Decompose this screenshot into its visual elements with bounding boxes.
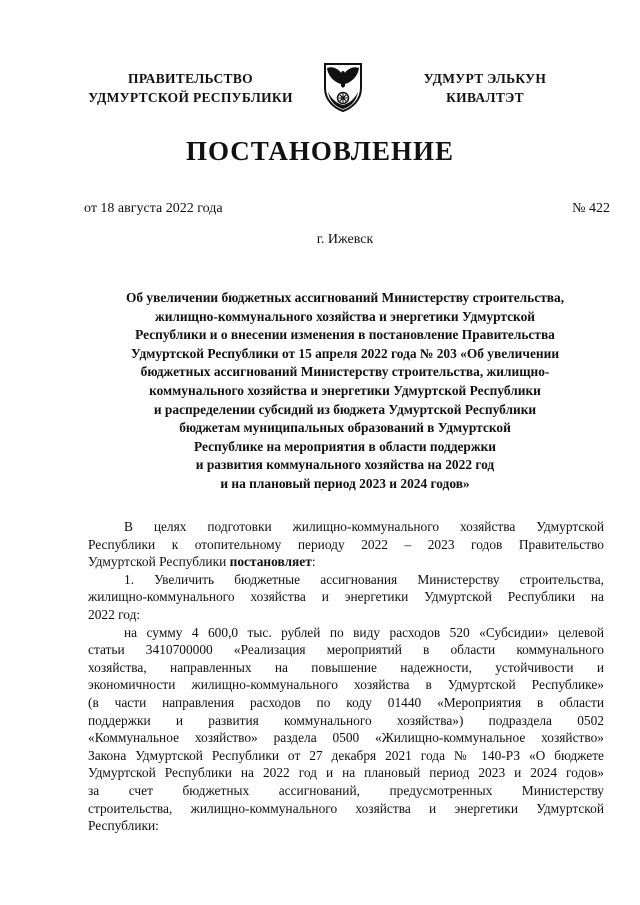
header-right-line-1: УДМУРТ ЭЛЬКУН xyxy=(423,71,547,86)
udmurt-coat-of-arms-icon xyxy=(318,58,368,112)
item1a-line: экономичности жилищно-коммунального хозяйства в Удмуртской Республике» xyxy=(88,677,604,693)
subject-line: Республики и о внесении изменения в постановление Правительства xyxy=(135,327,555,343)
item1a-line: за счет бюджетных ассигнований, предусмотренных Министерству xyxy=(88,782,604,798)
item1-line: жилищно-коммунального хозяйства и энергетики Удмуртской Республики на xyxy=(88,589,604,605)
subject-line: бюджетам муниципальных образований в Удмуртской xyxy=(179,420,511,436)
header-left xyxy=(68,69,313,107)
subject-line: и распределении субсидий из бюджета Удмуртской Республики xyxy=(153,401,537,417)
stray-mark: ` xyxy=(320,489,324,500)
item1a-line: поддержки и развития коммунального хозяйства») подраздела 0502 xyxy=(88,712,604,728)
header-left-line-2: УДМУРТСКОЙ РЕСПУБЛИКИ xyxy=(88,90,293,105)
subject-line: коммунального хозяйства и энергетики Удмуртской Республики xyxy=(149,382,541,398)
item1-line: 1. Увеличить бюджетные ассигнования Министерству строительства, xyxy=(124,571,604,587)
subject-line: и на плановый период 2023 и 2024 годов» xyxy=(220,475,470,491)
subject-line: Удмуртской Республики от 15 апреля 2022 года № 203 «Об увеличении xyxy=(130,345,560,361)
preamble-line: Республики к отопительному периоду 2022 – 2023 годов Правительство xyxy=(88,536,604,552)
subject-line: и развития коммунального хозяйства на 2022 год xyxy=(195,457,495,473)
subject-line: жилищно-коммунального хозяйства и энергетики Удмуртской xyxy=(155,308,535,324)
item1a-line: Закона Удмуртской Республики от 27 декабря 2021 года № 140-РЗ «О бюджете xyxy=(88,747,604,763)
preamble-last-line xyxy=(88,553,604,571)
item1a-line: на сумму 4 600,0 тыс. рублей по виду расходов 520 «Субсидии» целевой xyxy=(124,624,604,640)
item1a-line: строительства, жилищно-коммунального хозяйства и энергетики Удмуртской xyxy=(88,800,604,816)
item1a-line: хозяйства, направленных на повышение надежности, устойчивости и xyxy=(88,659,604,675)
header-right-line-2: КИВАЛТЭТ xyxy=(446,90,524,105)
item1a-line: статьи 3410700000 «Реализация мероприятий в области коммунального xyxy=(88,642,604,658)
item1a-line: Удмуртской Республики на 2022 год и на плановый период 2023 и 2024 годов» xyxy=(88,765,604,781)
document-date: от 18 августа 2022 года xyxy=(84,201,223,216)
document-number: № 422 xyxy=(572,201,610,216)
header-left-line-1: ПРАВИТЕЛЬСТВО xyxy=(128,71,253,86)
preamble-prefix: Удмуртской Республики xyxy=(88,554,230,570)
document-city: г. Ижевск xyxy=(316,232,374,247)
document-subject xyxy=(80,289,610,494)
item1a-line: Республики: xyxy=(88,818,159,834)
subject-line: Об увеличении бюджетных ассигнований Министерству строительства, xyxy=(125,290,565,305)
document-type-title: ПОСТАНОВЛЕНИЕ xyxy=(185,136,455,166)
decree-verb: постановляет xyxy=(229,554,312,570)
document-body xyxy=(88,518,604,835)
header-right xyxy=(385,69,585,107)
preamble-line: В целях подготовки жилищно-коммунального хозяйства Удмуртской xyxy=(124,519,604,534)
item1-line: 2022 год: xyxy=(88,606,141,622)
item1a-line: «Коммунальное хозяйство» раздела 0500 «Жилищно-коммунальное хозяйство» xyxy=(88,730,604,746)
item1a-line: (в части направления расходов по коду 01440 «Мероприятия в области xyxy=(88,694,604,710)
preamble-suffix: : xyxy=(311,554,316,570)
subject-line: бюджетных ассигнований Министерству строительства, жилищно- xyxy=(140,364,550,380)
subject-line: Республике на мероприятия в области поддержки xyxy=(193,438,497,454)
